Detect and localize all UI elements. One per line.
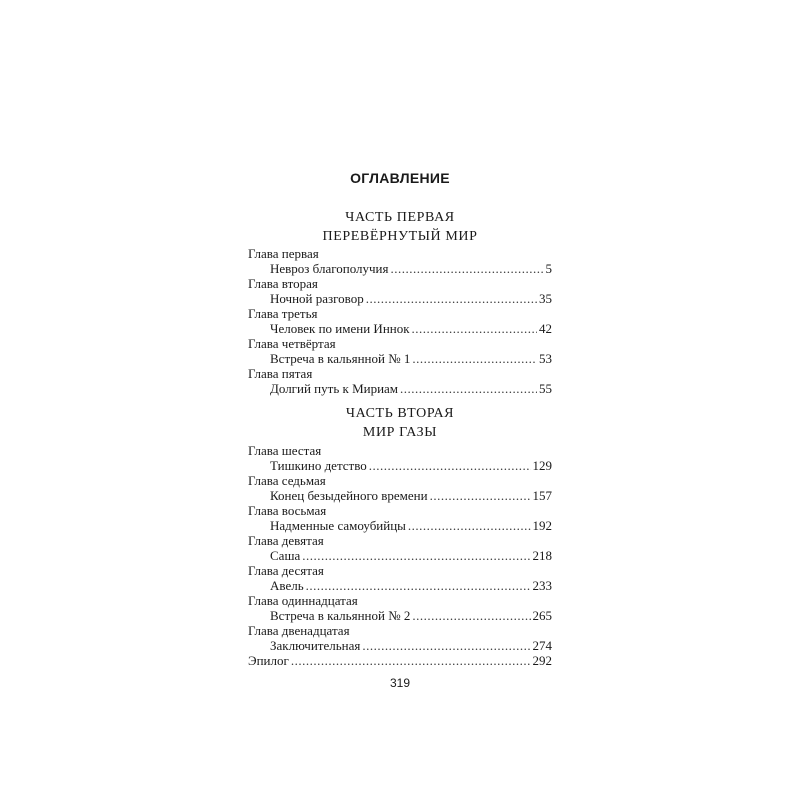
dot-leader [302,548,530,563]
chapter-title: Невроз благополучия [270,261,389,276]
dot-leader [306,578,531,593]
chapter-page: 233 [532,578,552,593]
dot-leader [408,518,531,533]
chapter-title: Заключительная [270,638,361,653]
epilogue-page: 292 [532,653,552,668]
chapter-line [248,321,552,336]
dot-leader [369,458,531,473]
part-two-header [0,404,800,442]
toc-entry [248,336,552,366]
toc-entry [248,246,552,276]
part-two-title: МИР ГАЗЫ [362,425,438,440]
chapter-title: Тишкино детство [270,458,367,473]
chapter-label: Глава десятая [248,563,324,578]
chapter-title: Саша [270,548,301,563]
chapter-label: Глава восьмая [248,503,327,518]
chapter-page: 42 [539,321,552,336]
toc-entry [248,623,552,653]
chapter-label: Глава двенадцатая [248,623,350,638]
part-two-entries [248,443,552,668]
toc-entry [248,593,552,623]
chapter-line [248,291,552,306]
dot-leader [430,488,531,503]
toc-entry [248,563,552,593]
chapter-label: Глава четвёртая [248,336,336,351]
chapter-line [248,261,552,276]
chapter-title: Встреча в кальянной № 1 [270,351,411,366]
part-one-entries [248,246,552,396]
chapter-label: Глава шестая [248,443,322,458]
dot-leader [362,638,530,653]
chapter-page: 55 [539,381,552,396]
chapter-label: Глава третья [248,306,318,321]
chapter-page: 35 [539,291,552,306]
part-two-label: ЧАСТЬ ВТОРАЯ [345,406,455,421]
dot-leader [291,653,531,668]
toc-entry [248,366,552,396]
dot-leader [391,261,544,276]
chapter-line [248,638,552,653]
chapter-line [248,518,552,533]
epilogue-line [248,653,552,668]
chapter-label: Глава девятая [248,533,324,548]
chapter-page: 192 [532,518,552,533]
chapter-page: 5 [545,261,552,276]
chapter-line [248,351,552,366]
chapter-label: Глава первая [248,246,319,261]
part-one-header [0,208,800,246]
toc-heading: ОГЛАВЛЕНИЕ [350,170,450,186]
dot-leader [412,608,530,623]
chapter-page: 218 [532,548,552,563]
chapter-page: 53 [539,351,552,366]
chapter-title: Человек по имени Иннок [270,321,410,336]
dot-leader [412,321,537,336]
chapter-title: Конец безыдейного времени [270,488,428,503]
chapter-line [248,548,552,563]
dot-leader [400,381,537,396]
chapter-title: Надменные самоубийцы [270,518,406,533]
chapter-line [248,488,552,503]
chapter-page: 274 [532,638,552,653]
chapter-label: Глава седьмая [248,473,326,488]
chapter-line [248,608,552,623]
dot-leader [412,351,537,366]
toc-entry [248,473,552,503]
chapter-line [248,458,552,473]
page-number: 319 [389,676,411,690]
toc-entry [248,533,552,563]
chapter-label: Глава пятая [248,366,313,381]
chapter-line [248,381,552,396]
chapter-page: 157 [532,488,552,503]
chapter-page: 129 [532,458,552,473]
part-one-title: ПЕРЕВЁРНУТЫЙ МИР [322,229,478,244]
part-one-label: ЧАСТЬ ПЕРВАЯ [345,210,455,225]
toc-entry [248,503,552,533]
toc-entry [248,443,552,473]
chapter-title: Встреча в кальянной № 2 [270,608,411,623]
chapter-line [248,578,552,593]
chapter-title: Долгий путь к Мириам [270,381,399,396]
toc-entry [248,276,552,306]
chapter-title: Ночной разговор [270,291,364,306]
toc-entry [248,306,552,336]
chapter-page: 265 [532,608,552,623]
chapter-label: Глава одиннадцатая [248,593,358,608]
chapter-label: Глава вторая [248,276,318,291]
dot-leader [366,291,537,306]
chapter-title: Авель [270,578,304,593]
epilogue-title: Эпилог [248,653,289,668]
